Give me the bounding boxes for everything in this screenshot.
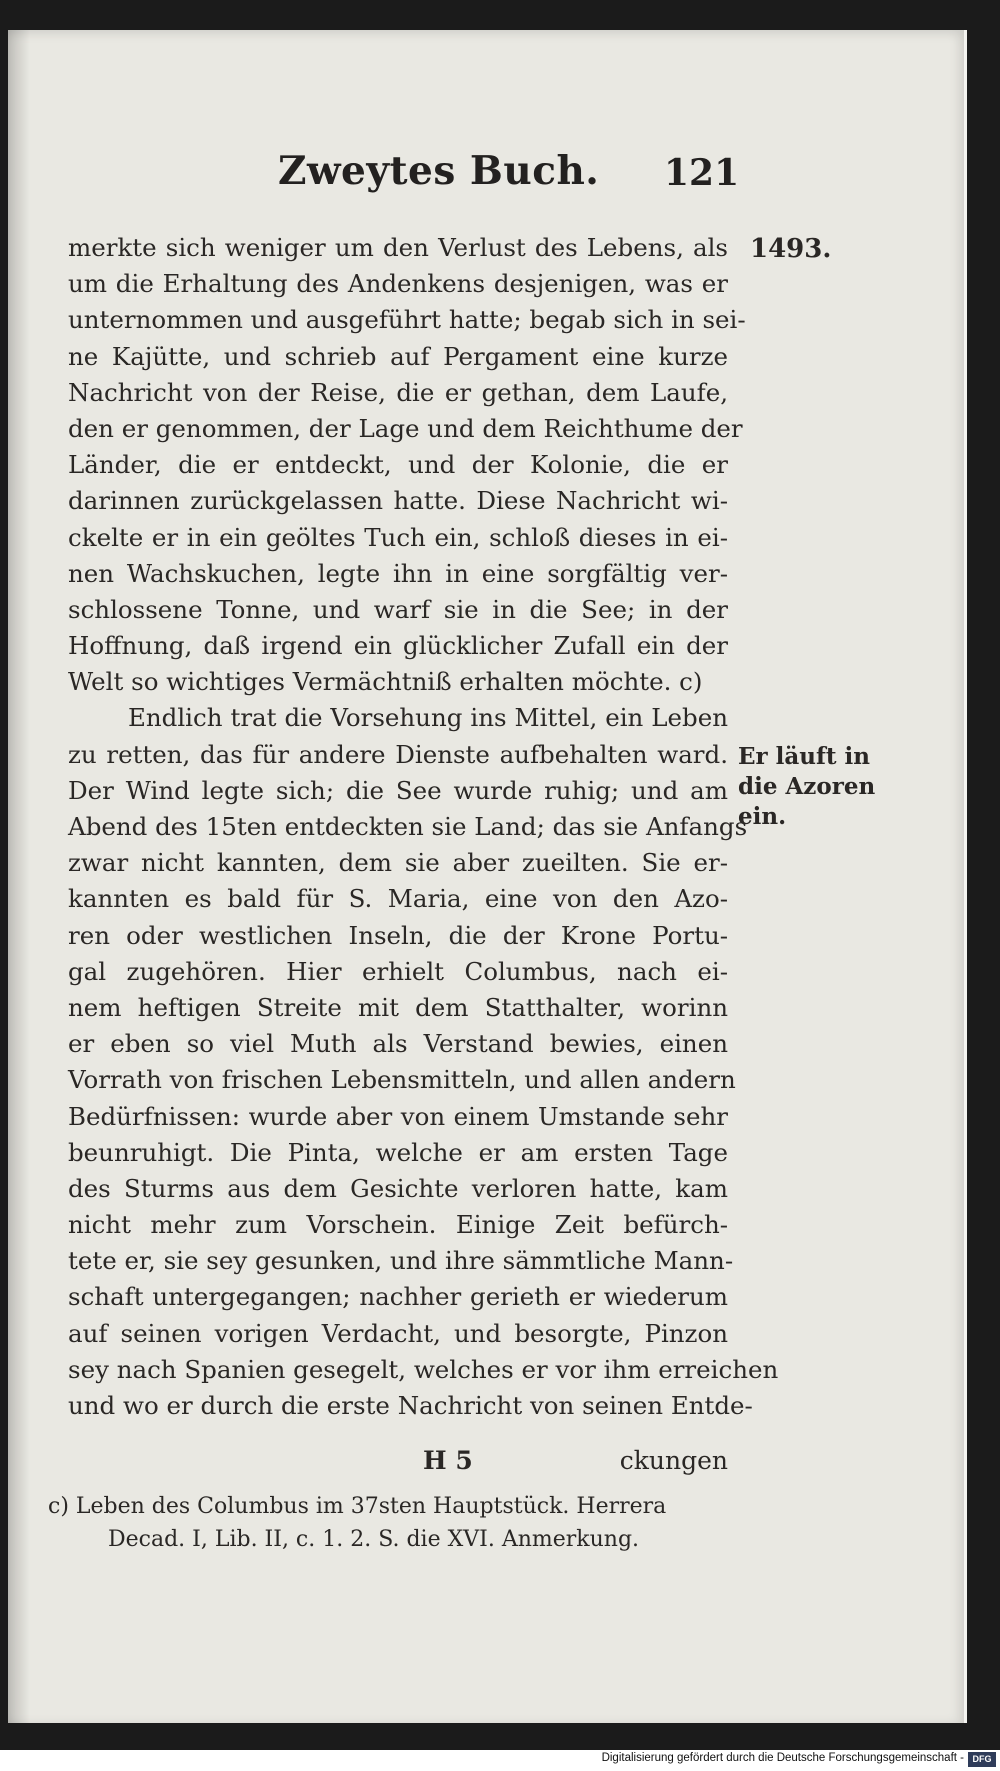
text-line: und wo er durch die erste Nachricht von seinen Entde-	[68, 1391, 753, 1420]
text-line: nem heftigen Streite mit dem Statthalter, worinn	[68, 992, 728, 1022]
signature-mark: H 5	[423, 1446, 473, 1475]
text-line: Vorrath von frischen Lebensmitteln, und allen andern	[68, 1065, 736, 1095]
page-gutter-shadow	[8, 30, 30, 1723]
text-line: sey nach Spanien gesegelt, welches er vor ihm erreichen	[68, 1354, 779, 1384]
text-line: nicht mehr zum Vorschein. Einige Zeit befürch-	[68, 1210, 728, 1240]
text-line: den er genommen, der Lage und dem Reichthume der	[68, 413, 743, 443]
marginal-note-line: ein.	[738, 803, 787, 830]
text-line: um die Erhaltung des Andenkens desjenigen, was er	[68, 269, 728, 299]
text-line: Der Wind legte sich; die See wurde ruhig; und am	[68, 775, 728, 805]
text-line: Bedürfnissen: wurde aber von einem Umstande sehr	[68, 1101, 728, 1131]
text-line: ren oder westlichen Inseln, die der Krone Portu-	[68, 920, 728, 950]
text-line: Länder, die er entdeckt, und der Kolonie, die er	[68, 450, 728, 480]
text-line: beunruhigt. Die Pinta, welche er am ersten Tage	[68, 1137, 728, 1167]
text-line: tete er, sie sey gesunken, und ihre sämmtliche Mann-	[68, 1246, 734, 1276]
running-head	[8, 148, 964, 208]
footnote-line: Decad. I, Lib. II, c. 1. 2. S. die XVI. Anmerkung.	[108, 1527, 640, 1552]
marginal-note-line: Er läuft in	[738, 743, 871, 770]
footnote	[48, 1490, 748, 1556]
text-line: zu retten, das für andere Dienste aufbehalten ward.	[68, 739, 728, 769]
text-line: Endlich trat die Vorsehung ins Mittel, ein Leben	[128, 703, 728, 733]
text-line: kannten es bald für S. Maria, eine von den Azo-	[68, 884, 728, 914]
text-line: merkte sich weniger um den Verlust des Lebens, als	[68, 233, 728, 262]
marginal-note	[738, 742, 908, 832]
text-line: ckelte er in ein geöltes Tuch ein, schloß dieses in ei-	[68, 522, 728, 552]
book-page	[8, 30, 967, 1723]
footnote-line: c) Leben des Columbus im 37sten Hauptstück. Herrera	[48, 1494, 667, 1519]
text-line: nen Wachskuchen, legte ihn in eine sorgfältig ver-	[68, 558, 728, 588]
text-line: Welt so wichtiges Vermächtniß erhalten möchte. c)	[68, 667, 703, 697]
text-line: gal zugehören. Hier erhielt Columbus, nach ei-	[68, 956, 728, 986]
marginal-year: 1493.	[750, 234, 832, 264]
page-number: 121	[664, 152, 740, 194]
catchline	[68, 1446, 728, 1482]
dfg-logo: DFG	[968, 1752, 996, 1767]
marginal-note-line: die Azoren	[738, 773, 876, 800]
text-line: schaft untergegangen; nachher gerieth er wiederum	[68, 1282, 728, 1312]
body-text	[68, 230, 779, 1424]
text-line: des Sturms aus dem Gesichte verloren hatte, kam	[68, 1173, 728, 1203]
text-line: Abend des 15ten entdeckten sie Land; das sie Anfangs	[68, 812, 748, 841]
text-line: er eben so viel Muth als Verstand bewies, einen	[68, 1029, 728, 1059]
text-line: darinnen zurückgelassen hatte. Diese Nachricht wi-	[68, 486, 728, 516]
catchword: ckungen	[619, 1446, 728, 1475]
text-line: unternommen und ausgeführt hatte; begab sich in sei-	[68, 305, 746, 335]
text-line: ne Kajütte, und schrieb auf Pergament eine kurze	[68, 341, 728, 371]
text-line: schlossene Tonne, und warf sie in die See; in der	[68, 594, 728, 624]
text-line: Nachricht von der Reise, die er gethan, dem Laufe,	[68, 377, 728, 407]
text-line: zwar nicht kannten, dem sie aber zueilten. Sie er-	[68, 848, 728, 878]
text-line: auf seinen vorigen Verdacht, und besorgte, Pinzon	[68, 1318, 728, 1348]
funding-credit: Digitalisierung gefördert durch die Deutsche Forschungsgemeinschaft -	[601, 1752, 964, 1764]
text-line: Hoffnung, daß irgend ein glücklicher Zufall ein der	[68, 631, 728, 661]
running-head-title: Zweytes Buch.	[278, 148, 600, 194]
